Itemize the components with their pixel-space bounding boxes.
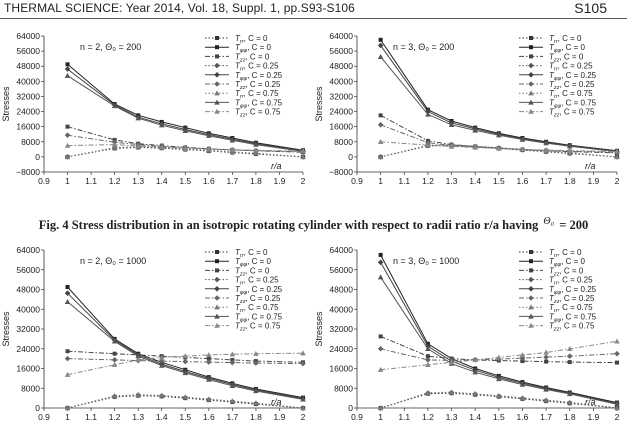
panel-annotation: n = 2, Θ₀ = 200 — [80, 42, 142, 52]
x-tick-label: 1.4 — [469, 412, 482, 422]
x-tick-label: 1.2 — [108, 412, 121, 422]
data-point — [215, 268, 219, 272]
data-point — [66, 125, 70, 129]
x-axis-label: r/a — [271, 397, 282, 407]
legend-label: $T_{\varphi\varphi}$, C = 0 — [235, 257, 271, 269]
data-point — [379, 113, 383, 117]
x-tick-label: 1.6 — [202, 176, 215, 186]
x-tick-label: 1.5 — [179, 412, 192, 422]
data-point — [113, 352, 117, 356]
x-tick-label: 1.1 — [398, 176, 411, 186]
y-tick-label: 48000 — [329, 284, 353, 295]
data-point — [529, 268, 533, 272]
x-tick-label: 0.9 — [351, 412, 363, 422]
data-point — [528, 72, 534, 78]
x-tick-label: 1.7 — [540, 176, 553, 186]
legend-label: $T_{zz}$, C = 0 — [235, 52, 270, 64]
y-axis-label: Stresses — [314, 311, 324, 347]
y-tick-label: 0 — [35, 151, 40, 162]
data-point — [378, 122, 384, 128]
x-tick-label: 1.9 — [587, 412, 600, 422]
y-tick-label: 40000 — [16, 76, 40, 87]
x-tick-label: 1.6 — [202, 412, 215, 422]
x-tick-label: 1.9 — [587, 176, 600, 186]
page-number: S105 — [574, 0, 607, 16]
x-tick-label: 1 — [65, 176, 70, 186]
data-point — [528, 90, 534, 95]
data-point — [66, 62, 70, 66]
data-point — [544, 360, 548, 364]
data-point — [379, 38, 383, 42]
x-tick-label: 1.6 — [516, 176, 529, 186]
x-axis-label: r/a — [271, 161, 282, 171]
data-point — [182, 359, 188, 365]
x-tick-label: 0.9 — [38, 412, 50, 422]
caption-text: Fig. 4 Stress distribution in an isotropic rotating cylinder with respect to radii ratio r/a having — [38, 218, 542, 233]
legend-label: $T_{zz}$, C = 0 — [235, 266, 270, 278]
y-tick-label: 16000 — [329, 363, 353, 374]
x-tick-label: 1.6 — [516, 412, 529, 422]
panel-annotation: n = 3, Θ₀ = 200 — [393, 42, 455, 52]
legend-label: $T_{rr}$, C = 0.75 — [235, 89, 279, 101]
y-tick-label: 8000 — [334, 383, 353, 394]
legend-label: $T_{zz}$, C = 0 — [549, 52, 584, 64]
x-tick-label: 1.5 — [179, 176, 192, 186]
data-point — [528, 81, 534, 87]
series-7 — [378, 389, 620, 410]
data-point — [214, 90, 220, 95]
legend-label: $T_{zz}$, C = 0.25 — [549, 80, 595, 91]
legend-label: $T_{rr}$, C = 0.25 — [235, 61, 279, 73]
x-tick-label: 1.9 — [273, 412, 286, 422]
caption-theta: Θ₀ — [543, 216, 555, 227]
legend-label: $T_{\varphi\varphi}$, C = 0 — [549, 257, 585, 269]
legend-label: $T_{zz}$, C = 0.75 — [235, 107, 281, 119]
data-point — [214, 286, 220, 292]
data-point — [615, 361, 619, 365]
x-tick-label: 1.2 — [108, 176, 121, 186]
legend-label: $T_{zz}$, C = 0.25 — [549, 294, 595, 305]
y-tick-label: 24000 — [329, 343, 353, 354]
x-tick-label: 1.4 — [155, 176, 168, 186]
data-point — [65, 299, 71, 304]
caption-value: = 200 — [556, 218, 589, 233]
legend-label: $T_{rr}$, C = 0.25 — [549, 61, 593, 73]
data-point — [66, 349, 70, 353]
x-tick-label: 1.5 — [492, 412, 505, 422]
y-tick-label: 24000 — [329, 106, 353, 117]
y-tick-label: 32000 — [329, 91, 353, 102]
chart-n3-theta200 — [313, 22, 627, 194]
x-tick-label: 0.9 — [351, 176, 363, 186]
data-point — [543, 354, 549, 360]
legend-label: $T_{\varphi\varphi}$, C = 0.75 — [549, 98, 597, 110]
data-point — [528, 304, 534, 309]
data-point — [378, 260, 384, 266]
x-axis-label: r/a — [585, 161, 596, 171]
x-tick-label: 1.1 — [85, 412, 98, 422]
series-9 — [378, 139, 620, 154]
legend-label: $T_{\varphi\varphi}$, C = 0.75 — [235, 312, 283, 324]
legend-label: $T_{\varphi\varphi}$, C = 0 — [235, 43, 271, 55]
x-tick-label: 2 — [614, 412, 620, 422]
x-tick-label: 1.2 — [421, 176, 434, 186]
panel-annotation: n = 2, Θ₀ = 1000 — [80, 256, 147, 266]
legend-label: $T_{zz}$, C = 0.25 — [235, 80, 281, 91]
data-point — [378, 54, 384, 59]
running-header — [0, 0, 627, 19]
data-point — [65, 356, 71, 362]
legend-label: $T_{zz}$, C = 0.75 — [549, 321, 595, 333]
x-tick-label: 2 — [614, 176, 620, 186]
data-point — [214, 63, 220, 69]
y-tick-label: 0 — [348, 403, 353, 413]
x-tick-label: 1.3 — [132, 176, 145, 186]
data-point — [65, 132, 71, 138]
x-tick-label: 1 — [378, 176, 384, 186]
data-point — [614, 339, 620, 344]
x-tick-label: 1.5 — [492, 176, 505, 186]
x-tick-label: 1.2 — [421, 412, 434, 422]
data-point — [379, 334, 383, 338]
data-point — [379, 253, 383, 257]
data-point — [529, 45, 533, 49]
legend-label: $T_{zz}$, C = 0 — [549, 266, 584, 278]
figure-caption — [0, 216, 627, 233]
y-tick-label: 48000 — [329, 61, 353, 72]
y-tick-label: 48000 — [16, 284, 40, 295]
legend-label: $T_{rr}$, C = 0 — [549, 34, 582, 45]
y-tick-label: 64000 — [16, 245, 40, 255]
y-tick-label: 56000 — [16, 46, 40, 57]
x-tick-label: 1.3 — [132, 412, 145, 422]
panel-annotation: n = 3, Θ₀ = 1000 — [393, 256, 460, 266]
legend-label: $T_{rr}$, C = 0 — [549, 248, 582, 259]
legend-label: $T_{rr}$, C = 0.75 — [549, 303, 593, 315]
x-tick-label: 1 — [378, 412, 384, 422]
y-tick-label: 40000 — [329, 304, 353, 315]
y-tick-label: 24000 — [16, 106, 40, 117]
y-tick-label: 64000 — [329, 31, 353, 41]
y-tick-label: −8000 — [329, 167, 353, 177]
legend-label: $T_{rr}$, C = 0 — [235, 34, 268, 45]
y-tick-label: 8000 — [21, 136, 40, 147]
data-point — [214, 81, 220, 87]
series-7 — [65, 392, 306, 410]
y-axis-label: Stresses — [1, 86, 11, 122]
y-tick-label: 16000 — [16, 363, 40, 374]
x-tick-label: 1.7 — [226, 176, 239, 186]
x-tick-label: 1.8 — [249, 176, 262, 186]
legend-label: $T_{\varphi\varphi}$, C = 0.75 — [549, 312, 597, 324]
x-tick-label: 0.9 — [38, 176, 50, 186]
legend-label: $T_{rr}$, C = 0.75 — [235, 303, 279, 315]
y-tick-label: 24000 — [16, 343, 40, 354]
y-tick-label: 8000 — [334, 136, 353, 147]
y-tick-label: 56000 — [16, 264, 40, 275]
x-axis-label: r/a — [585, 397, 596, 407]
data-point — [65, 73, 71, 78]
data-point — [528, 286, 534, 292]
legend-label: $T_{\varphi\varphi}$, C = 0.25 — [549, 70, 597, 82]
y-tick-label: 0 — [35, 403, 40, 413]
y-tick-label: 56000 — [329, 264, 353, 275]
legend-label: $T_{\varphi\varphi}$, C = 0.25 — [549, 284, 597, 296]
journal-citation: THERMAL SCIENCE: Year 2014, Vol. 18, Suppl. 1, pp.S93-S106 — [4, 1, 355, 15]
y-tick-label: 16000 — [16, 121, 40, 132]
data-point — [378, 274, 384, 279]
data-point — [614, 351, 620, 357]
chart-n2-theta1000 — [0, 236, 313, 430]
x-tick-label: 1 — [65, 412, 70, 422]
x-tick-label: 1.9 — [273, 176, 286, 186]
y-tick-label: 64000 — [16, 31, 40, 41]
data-point — [378, 346, 384, 352]
x-tick-label: 1.3 — [445, 176, 458, 186]
data-point — [214, 277, 220, 283]
data-point — [214, 72, 220, 78]
x-tick-label: 1.8 — [249, 412, 262, 422]
data-point — [215, 54, 219, 58]
data-point — [568, 360, 572, 364]
x-tick-label: 1.1 — [398, 412, 411, 422]
y-tick-label: 16000 — [329, 121, 353, 132]
x-tick-label: 1.4 — [469, 176, 482, 186]
series-6 — [378, 346, 620, 363]
data-point — [528, 63, 534, 69]
y-tick-label: 40000 — [16, 304, 40, 315]
x-tick-label: 1.7 — [226, 412, 239, 422]
data-point — [528, 277, 534, 283]
y-tick-label: 32000 — [16, 91, 40, 102]
data-point — [215, 36, 219, 40]
y-tick-label: 48000 — [16, 61, 40, 72]
y-axis-label: Stresses — [314, 86, 324, 122]
data-point — [215, 250, 219, 254]
legend-label: $T_{rr}$, C = 0.25 — [549, 275, 593, 287]
legend-label: $T_{\varphi\varphi}$, C = 0.25 — [235, 284, 283, 296]
data-point — [567, 353, 573, 359]
y-tick-label: −8000 — [16, 167, 40, 177]
data-point — [215, 259, 219, 263]
y-tick-label: 8000 — [21, 383, 40, 394]
legend-label: $T_{\varphi\varphi}$, C = 0.25 — [235, 70, 283, 82]
legend-label: $T_{rr}$, C = 0.75 — [549, 89, 593, 101]
data-point — [528, 295, 534, 301]
legend-label: $T_{zz}$, C = 0.75 — [549, 107, 595, 119]
x-tick-label: 1.3 — [445, 412, 458, 422]
x-tick-label: 1.7 — [540, 412, 553, 422]
y-tick-label: 56000 — [329, 46, 353, 57]
x-tick-label: 1.4 — [155, 412, 168, 422]
y-tick-label: 0 — [348, 151, 353, 162]
data-point — [214, 304, 220, 309]
x-tick-label: 1.1 — [85, 176, 98, 186]
y-tick-label: 64000 — [329, 245, 353, 255]
data-point — [112, 357, 118, 363]
x-tick-label: 1.8 — [563, 412, 576, 422]
chart-n2-theta200 — [0, 22, 313, 194]
data-point — [214, 295, 220, 301]
legend-label: $T_{zz}$, C = 0.75 — [235, 321, 281, 333]
data-point — [529, 36, 533, 40]
legend-label: $T_{rr}$, C = 0 — [235, 248, 268, 259]
x-tick-label: 1.8 — [563, 176, 576, 186]
data-point — [215, 45, 219, 49]
chart-n3-theta1000 — [313, 236, 627, 430]
y-tick-label: 32000 — [16, 324, 40, 334]
x-tick-label: 2 — [300, 412, 306, 422]
data-point — [529, 54, 533, 58]
data-point — [496, 355, 502, 360]
legend-label: $T_{\varphi\varphi}$, C = 0.75 — [235, 98, 283, 110]
legend-label: $T_{zz}$, C = 0.25 — [235, 294, 281, 305]
y-tick-label: 40000 — [329, 76, 353, 87]
data-point — [529, 259, 533, 263]
legend-label: $T_{\varphi\varphi}$, C = 0 — [549, 43, 585, 55]
y-tick-label: 32000 — [329, 324, 353, 334]
y-axis-label: Stresses — [1, 311, 11, 347]
data-point — [66, 285, 70, 289]
x-tick-label: 2 — [300, 176, 306, 186]
data-point — [529, 250, 533, 254]
legend-label: $T_{rr}$, C = 0.25 — [235, 275, 279, 287]
